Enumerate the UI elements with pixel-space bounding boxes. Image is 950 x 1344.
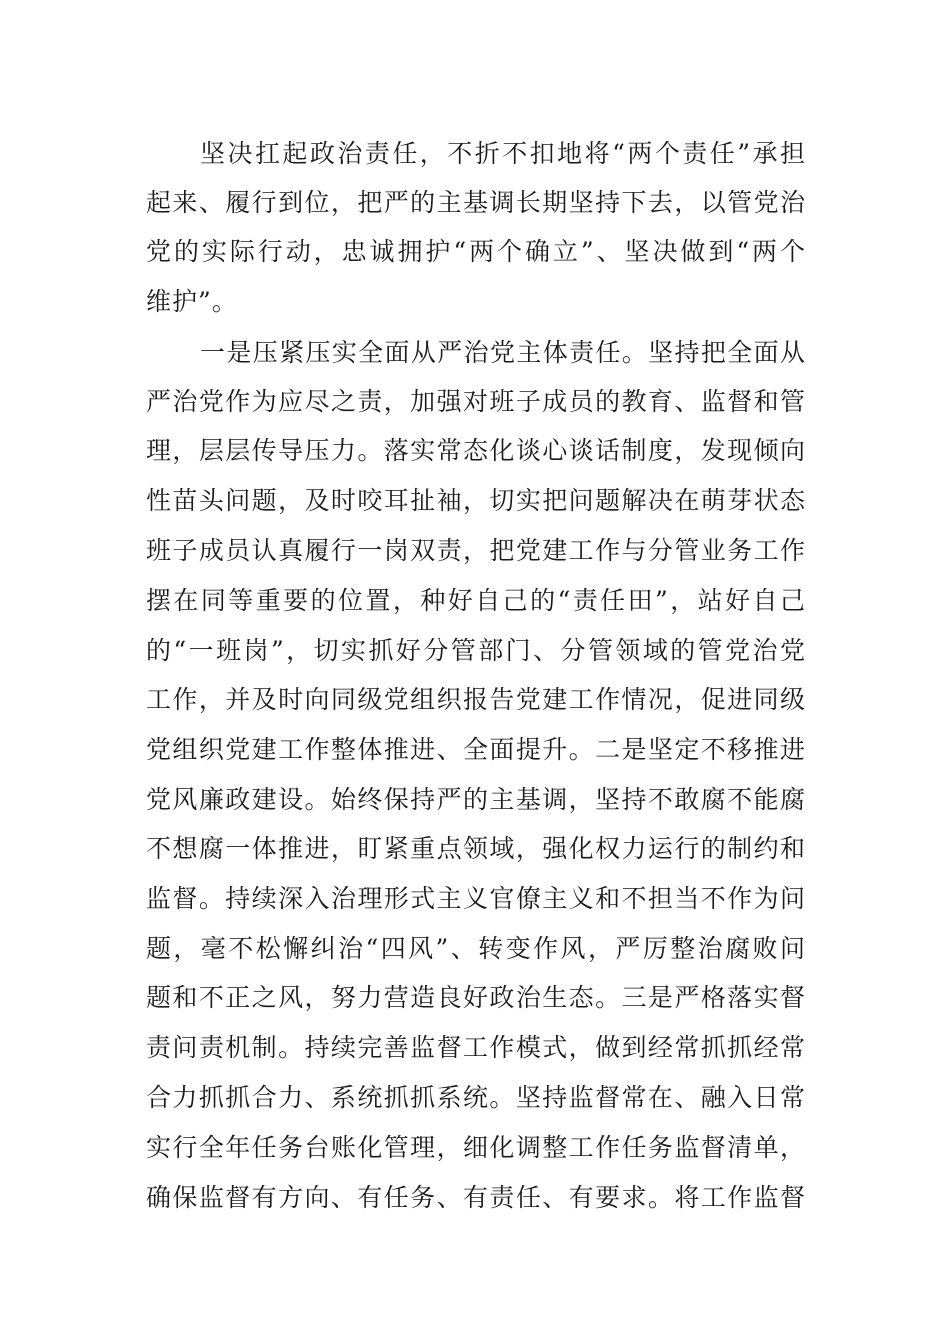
text-line-16: 监督。持续深入治理形式主义官僚主义和不担当不作为问 — [146, 884, 806, 913]
text-line-13: 党组织党建工作整体推进、全面提升。二是坚定不移推进 — [146, 735, 806, 764]
text-line-1: 坚决扛起政治责任，不折不扣地将“两个责任”承担 — [200, 139, 806, 168]
text-line-3: 党的实际行动，忠诚拥护“两个确立”、坚决做到“两个 — [146, 237, 806, 266]
text-line-17: 题，毫不松懈纠治“四风”、转变作风，严厉整治腐败问 — [146, 934, 806, 963]
text-line-9: 班子成员认真履行一岗双责，把党建工作与分管业务工作 — [146, 536, 806, 565]
text-line-22: 确保监督有方向、有任务、有责任、有要求。将工作监督 — [146, 1183, 806, 1212]
text-line-6: 严治党作为应尽之责，加强对班子成员的教育、监督和管 — [146, 387, 806, 416]
text-line-4: 维护”。 — [146, 287, 238, 316]
text-line-20: 合力抓抓合力、系统抓抓系统。坚持监督常在、融入日常 — [146, 1083, 806, 1112]
text-line-14: 党风廉政建设。始终保持严的主基调，坚持不敢腐不能腐 — [146, 785, 806, 814]
text-line-7: 理，层层传导压力。落实常态化谈心谈话制度，发现倾向 — [146, 436, 806, 465]
text-line-15: 不想腐一体推进，盯紧重点领域，强化权力运行的制约和 — [146, 834, 806, 863]
text-line-10: 摆在同等重要的位置，种好自己的“责任田”，站好自己 — [146, 586, 806, 615]
text-line-21: 实行全年任务台账化管理，细化调整工作任务监督清单， — [146, 1133, 806, 1162]
text-line-2: 起来、履行到位，把严的主基调长期坚持下去，以管党治 — [146, 188, 806, 217]
text-line-11: 的“一班岗”，切实抓好分管部门、分管领域的管党治党 — [146, 636, 806, 665]
text-line-18: 题和不正之风，努力营造良好政治生态。三是严格落实督 — [146, 983, 806, 1012]
text-line-12: 工作，并及时向同级党组织报告党建工作情况，促进同级 — [146, 685, 806, 714]
text-line-8: 性苗头问题，及时咬耳扯袖，切实把问题解决在萌芽状态 — [146, 486, 806, 515]
text-line-5: 一是压紧压实全面从严治党主体责任。坚持把全面从 — [200, 338, 806, 367]
text-line-19: 责问责机制。持续完善监督工作模式，做到经常抓抓经常 — [146, 1033, 806, 1062]
